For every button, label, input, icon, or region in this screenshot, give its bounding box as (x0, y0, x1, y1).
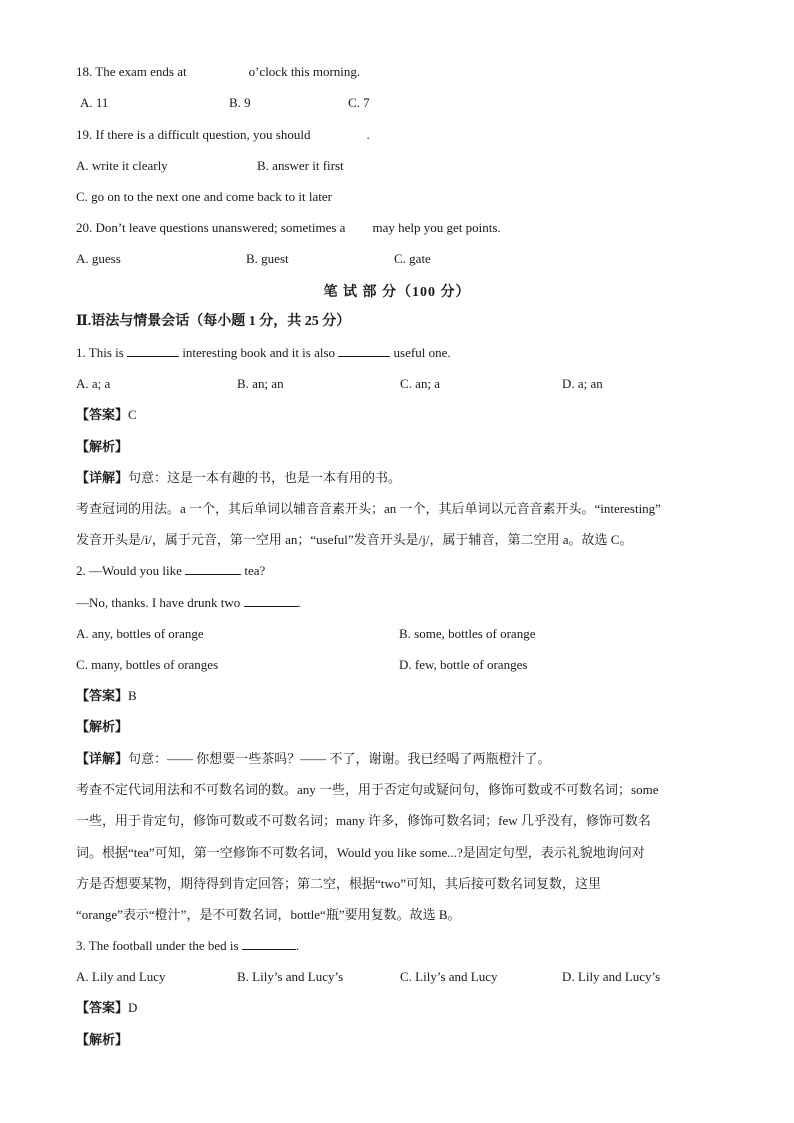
detail-label: 【详解】 (76, 470, 129, 485)
q3-stem-pre: 3. The football under the bed is (76, 938, 239, 953)
q1-answer (76, 406, 137, 424)
answer-label: 【答案】 (76, 688, 129, 703)
q3-stem-post: . (295, 938, 300, 953)
q3-option-b: B. Lily’s and Lucy’s (237, 969, 344, 984)
question-20-stem (76, 219, 501, 237)
q2-option-d: D. few, bottle of oranges (399, 657, 528, 672)
answer-blank (242, 937, 296, 950)
q20-option-c: C. gate (394, 251, 431, 266)
q1-option-c: C. an; a (400, 376, 441, 391)
q19-option-b: B. answer it first (257, 158, 344, 173)
q3-answer (76, 999, 137, 1017)
q1-analysis-label (76, 438, 128, 456)
q1-detail (76, 469, 401, 487)
answer-blank (244, 594, 298, 607)
q2-answer-value: B (128, 688, 137, 703)
q18-option-c: C. 7 (348, 95, 370, 110)
q2-analysis-line-2: 一些，用于肯定句，修饰可数或不可数名词；many 许多，修饰可数名词；few 几乎没有，修饰可数名 (76, 813, 651, 828)
q1-option-a: A. a; a (76, 376, 111, 391)
answer-label: 【答案】 (76, 407, 129, 422)
q2-analysis-line-5: “orange”表示“橙汁”，是不可数名词，bottle“瓶”要用复数。故选 B。 (76, 907, 461, 922)
q2-analysis-line-4: 方是否想要某物，期待得到肯定回答；第二空，根据“two”可知，其后接可数名词复数，这里 (76, 876, 602, 891)
q2-analysis-line-1: 考查不定代词用法和不可数名词的数。any 一些，用于否定句或疑问句，修饰可数或不可数名词；some (76, 782, 659, 797)
analysis-label: 【解析】 (76, 1032, 129, 1047)
q2-analysis-label (76, 718, 128, 736)
q2-detail-text: 句意：—— 你想要一些茶吗？—— 不了，谢谢。我已经喝了两瓶橙汁了。 (128, 751, 551, 766)
q2-analysis-line-3: 词。根据“tea”可知，第一空修饰不可数名词，Would you like some...?是固定句型，表示礼貌地询问对 (76, 845, 645, 860)
question-1-stem (76, 344, 451, 362)
analysis-label: 【解析】 (76, 719, 129, 734)
detail-label: 【详解】 (76, 751, 129, 766)
answer-blank (127, 344, 179, 357)
q19-option-a: A. write it clearly (76, 158, 168, 173)
q2-option-a: A. any, bottles of orange (76, 626, 204, 641)
written-part-title: 笔 试 部 分（100 分） (323, 285, 471, 300)
q2-answer (76, 687, 137, 705)
q3-option-d: D. Lily and Lucy’s (562, 969, 661, 984)
q20-stem-pre: 20. Don’t leave questions unanswered; sometimes a (76, 220, 346, 235)
q2-detail (76, 750, 551, 768)
q18-option-a: A. 11 (80, 95, 109, 110)
q3-option-c: C. Lily’s and Lucy (400, 969, 498, 984)
q20-stem-post: may help you get points. (372, 220, 501, 235)
q3-analysis-label (76, 1031, 128, 1049)
q20-option-a: A. guess (76, 251, 121, 266)
question-18-stem (76, 63, 360, 81)
answer-blank (338, 344, 390, 357)
answer-blank (185, 562, 241, 575)
q1-stem-pre: 1. This is (76, 345, 124, 360)
answer-label: 【答案】 (76, 1000, 129, 1015)
q1-stem-mid: interesting book and it is also (182, 345, 336, 360)
q2-stem2-pre: —No, thanks. I have drunk two (76, 595, 241, 610)
q2-stem2-post: . (297, 595, 301, 610)
q1-answer-value: C (128, 407, 137, 422)
q1-option-b: B. an; an (237, 376, 284, 391)
analysis-label: 【解析】 (76, 439, 129, 454)
question-3-stem (76, 937, 299, 955)
question-2-stem-line-1 (76, 562, 265, 580)
q2-option-b: B. some, bottles of orange (399, 626, 536, 641)
q18-stem-post: o’clock this morning. (248, 64, 361, 79)
q19-stem-post: . (366, 127, 370, 142)
q1-stem-post: useful one. (393, 345, 451, 360)
q18-option-b: B. 9 (229, 95, 251, 110)
q19-option-c: C. go on to the next one and come back to it later (76, 189, 332, 204)
q2-option-c: C. many, bottles of oranges (76, 657, 219, 672)
q1-analysis-line-2: 发音开头是/i/，属于元音，第一空用 an；“useful”发音开头是/j/，属于辅音，第二空用 a。故选 C。 (76, 532, 633, 547)
q3-answer-value: D (128, 1000, 138, 1015)
q20-option-b: B. guest (246, 251, 289, 266)
question-2-stem-line-2 (76, 594, 301, 612)
q18-stem-pre: 18. The exam ends at (76, 64, 187, 79)
q3-option-a: A. Lily and Lucy (76, 969, 166, 984)
q19-stem-pre: 19. If there is a difficult question, you should (76, 127, 311, 142)
q1-option-d: D. a; an (562, 376, 603, 391)
q1-detail-text: 句意：这是一本有趣的书，也是一本有用的书。 (128, 470, 402, 485)
section-title: Ⅱ.语法与情景会话（每小题 1 分，共 25 分） (76, 314, 351, 329)
q2-stem1-post: tea? (244, 563, 266, 578)
question-19-stem (76, 126, 370, 144)
q2-stem1-pre: 2. —Would you like (76, 563, 182, 578)
q1-analysis-line-1: 考查冠词的用法。a 一个，其后单词以辅音音素开头；an 一个，其后单词以元音音素开头。“interesting” (76, 501, 661, 516)
